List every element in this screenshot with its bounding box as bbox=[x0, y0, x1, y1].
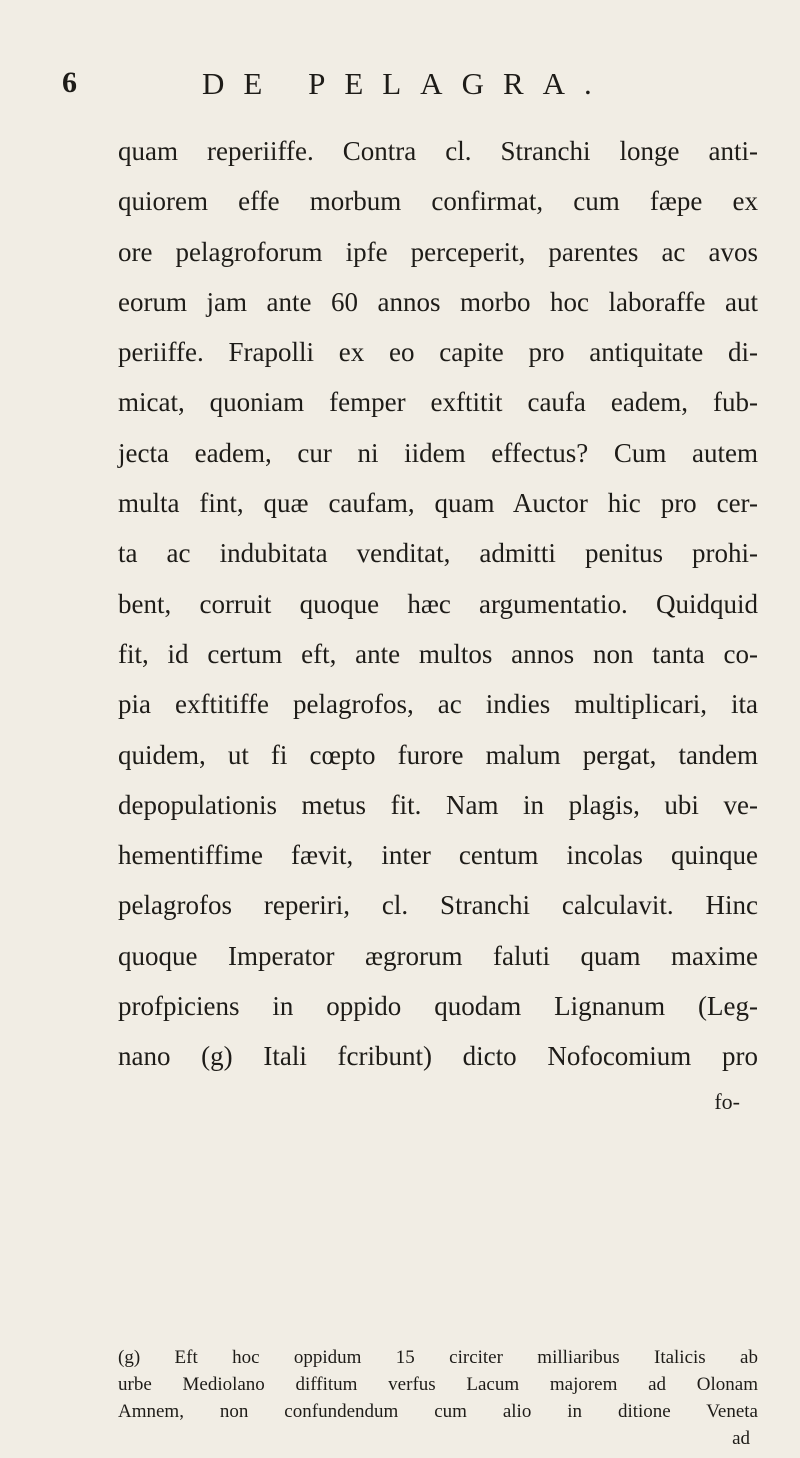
text-line: quidem, ut fi cœpto furore malum pergat, tandem bbox=[118, 739, 758, 770]
text-line: periiffe. Frapolli ex eo capite pro antiquitate di- bbox=[118, 337, 758, 368]
catchword-row bbox=[118, 1082, 758, 1122]
page-number: 6 bbox=[62, 66, 77, 99]
text-line: profpiciens in oppido quodam Lignanum (Leg- bbox=[118, 991, 758, 1022]
text-line: ta ac indubitata venditat, admitti penitus prohi- bbox=[118, 538, 758, 569]
body-text bbox=[118, 126, 758, 1122]
text-line: multa fint, quæ caufam, quam Auctor hic pro cer- bbox=[118, 488, 758, 519]
footnote-line: Amnem, non confundendum cum alio in ditione Veneta bbox=[118, 1401, 758, 1422]
text-line: hementiffime fævit, inter centum incolas quinque bbox=[118, 840, 758, 871]
text-line: nano (g) Itali fcribunt) dicto Nofocomium pro bbox=[118, 1041, 758, 1072]
catchword: fo- bbox=[714, 1088, 740, 1114]
footnote bbox=[118, 1344, 758, 1452]
text-line: bent, corruit quoque hæc argumentatio. Quidquid bbox=[118, 588, 758, 619]
text-line: ore pelagroforum ipfe perceperit, parentes ac avos bbox=[118, 236, 758, 267]
text-line: pelagrofos reperiri, cl. Stranchi calculavit. Hinc bbox=[118, 890, 758, 921]
text-line: quoque Imperator ægrorum faluti quam maxime bbox=[118, 940, 758, 971]
footnote-line: urbe Mediolano diffitum verfus Lacum majorem ad Olonam bbox=[118, 1374, 758, 1395]
text-line: fit, id certum eft, ante multos annos non tanta co- bbox=[118, 638, 758, 669]
text-line: jecta eadem, cur ni iidem effectus? Cum autem bbox=[118, 437, 758, 468]
text-line: micat, quoniam femper exftitit caufa eadem, fub- bbox=[118, 387, 758, 418]
running-title: DE PELAGRA. bbox=[202, 66, 611, 101]
text-line: depopulationis metus fit. Nam in plagis, ubi ve- bbox=[118, 789, 758, 820]
text-line: pia exftitiffe pelagrofos, ac indies multiplicari, ita bbox=[118, 689, 758, 720]
footnote-catchword: ad bbox=[732, 1428, 750, 1449]
text-line: quam reperiiffe. Contra cl. Stranchi longe anti- bbox=[118, 136, 758, 166]
text-line: quiorem effe morbum confirmat, cum fæpe ex bbox=[118, 186, 758, 217]
page-header bbox=[62, 66, 800, 106]
footnote-line: (g) Eft hoc oppidum 15 circiter milliaribus Italicis ab bbox=[118, 1347, 758, 1368]
text-line: eorum jam ante 60 annos morbo hoc laboraffe aut bbox=[118, 286, 758, 317]
